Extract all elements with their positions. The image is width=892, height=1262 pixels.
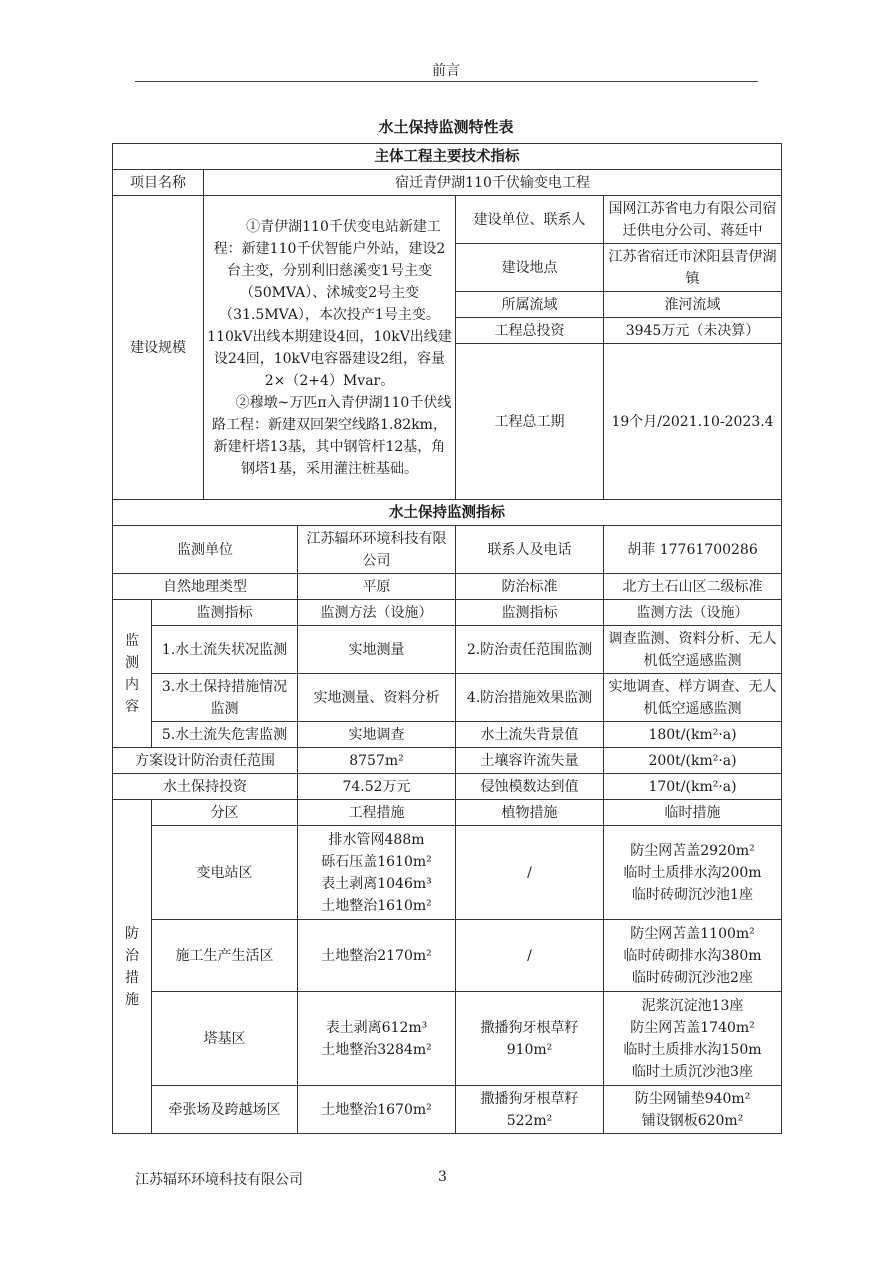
measures-header-row (113, 800, 782, 826)
scale-label: 建设规模 (113, 196, 204, 500)
footer-company: 江苏辐环环境科技有限公司 (135, 1172, 303, 1188)
area-value: 8757m² (298, 748, 456, 774)
erosion-value: 170t/(km²·a) (604, 774, 782, 800)
header-rule (135, 81, 758, 82)
zone-plant (456, 992, 604, 1086)
zone-eng: 土地整治1670m² (298, 1086, 456, 1134)
monitoring-spec-table (112, 143, 782, 1134)
tolerance-label: 土壤容许流失量 (456, 748, 604, 774)
vertical-char: 措 (125, 969, 139, 986)
zone-eng (298, 992, 456, 1086)
zone-name: 塔基区 (152, 992, 298, 1086)
builder-value: 国网江苏省电力有限公司宿迁供电分公司、蒋廷中 (604, 196, 782, 244)
measure-line: 临时砖砌沉沙池2座 (632, 969, 753, 986)
monitoring-row (113, 722, 782, 748)
zone-row (113, 1086, 782, 1134)
monitoring-row (113, 674, 782, 722)
geo-value: 平原 (298, 574, 456, 600)
measure-line: 防尘网苫盖2920m² (630, 842, 755, 859)
zone-temp (604, 992, 782, 1086)
contact-value: 胡菲 17761700286 (604, 526, 782, 574)
zone-temp (604, 1086, 782, 1134)
scale-row (113, 196, 782, 244)
section-heading-row (113, 144, 782, 170)
measure-line: 临时土质排水沟200m (623, 864, 762, 881)
monitoring-method: 实地测量 (298, 626, 456, 674)
project-name-row (113, 170, 782, 196)
measure-line: 防尘网铺垫940m² (634, 1090, 751, 1107)
measure-line: 土地整治1610m² (321, 897, 432, 914)
measure-line: 撒播狗牙根草籽 (480, 1019, 579, 1036)
measure-line: 临时土质排水沟150m (623, 1041, 762, 1058)
erosion-label: 侵蚀模数达到值 (456, 774, 604, 800)
measure-line: 临时砖砌排水沟380m (623, 947, 762, 964)
measure-line: 910m² (506, 1041, 553, 1058)
col-header-index-2: 监测指标 (456, 600, 604, 626)
monitoring-index: 5.水土流失危害监测 (152, 722, 298, 748)
measure-line: 砾石压盖1610m² (321, 853, 432, 870)
measure-line: 撒播狗牙根草籽 (480, 1090, 579, 1107)
page-number: 3 (438, 1169, 447, 1185)
unit-value: 江苏辐环环境科技有限公司 (298, 526, 456, 574)
geo-row (113, 574, 782, 600)
running-header: 前言 (432, 63, 460, 79)
col-header-index: 监测指标 (152, 600, 298, 626)
measure-line: 临时砖砌沉沙池1座 (632, 886, 753, 903)
vertical-char: 容 (125, 698, 139, 715)
measure-line: 排水管网488m (328, 831, 425, 848)
zone-name: 施工生产生活区 (152, 920, 298, 992)
monitoring-method: 实地调查 (298, 722, 456, 748)
unit-label: 监测单位 (113, 526, 298, 574)
monitoring-content-label (113, 600, 152, 748)
section-heading-main: 主体工程主要技术指标 (113, 144, 782, 170)
duration-label: 工程总工期 (456, 344, 604, 500)
measure-line: 522m² (506, 1112, 553, 1129)
geo-label: 自然地理类型 (113, 574, 298, 600)
location-value: 江苏省宿迁市沭阳县青伊湖镇 (604, 244, 782, 292)
background-value: 180t/(km²·a) (604, 722, 782, 748)
vertical-char: 监 (125, 632, 139, 649)
measure-line: 铺设钢板620m² (641, 1112, 744, 1129)
monitoring-index: 3.水土保持措施情况监测 (152, 674, 298, 722)
scale-description (204, 196, 456, 500)
col-header-plant: 植物措施 (456, 800, 604, 826)
duration-value: 19个月/2021.10-2023.4 (604, 344, 782, 500)
vertical-char: 治 (125, 947, 139, 964)
zone-plant: / (456, 920, 604, 992)
col-header-zone: 分区 (152, 800, 298, 826)
col-header-method: 监测方法（设施） (298, 600, 456, 626)
area-label: 方案设计防治责任范围 (113, 748, 298, 774)
measure-line: 防尘网苫盖1100m² (630, 925, 755, 942)
measures-label (113, 800, 152, 1134)
vertical-char: 测 (125, 654, 139, 671)
monitoring-row (113, 626, 782, 674)
tolerance-value: 200t/(km²·a) (604, 748, 782, 774)
monitoring-index: 4.防治措施效果监测 (456, 674, 604, 722)
zone-name: 变电站区 (152, 826, 298, 920)
responsibility-row (113, 748, 782, 774)
section-heading-monitoring: 水土保持监测指标 (113, 500, 782, 526)
zone-eng (298, 826, 456, 920)
monitoring-unit-row (113, 526, 782, 574)
zone-temp (604, 826, 782, 920)
zone-temp (604, 920, 782, 992)
project-name-value: 宿迁青伊湖110千伏输变电工程 (204, 170, 782, 196)
monitoring-method: 实地调查、样方调查、无人机低空遥感监测 (604, 674, 782, 722)
background-value-label: 水土流失背景值 (456, 722, 604, 748)
measure-line: 泥浆沉淀池13座 (641, 997, 744, 1014)
project-name-label: 项目名称 (113, 170, 204, 196)
zone-row (113, 920, 782, 992)
investment-value: 3945万元（未决算） (604, 318, 782, 344)
builder-label: 建设单位、联系人 (456, 196, 604, 244)
zone-plant (456, 1086, 604, 1134)
scale-paragraph-1: ①青伊湖110千伏变电站新建工程：新建110千伏智能户外站，建设2台主变，分别利旧慈溪变1号主变（50MVA）、沭城变2号主变（31.5MVA），本次投产1号主变。110kV出线本期建设4回，10kV出线建设24回，10kV电容器建设2组，容量2×（2+4）Mvar。 (207, 218, 452, 389)
basin-label: 所属流域 (456, 292, 604, 318)
vertical-char: 防 (125, 925, 139, 942)
standard-label: 防治标准 (456, 574, 604, 600)
measure-line: 防尘网苫盖1740m² (630, 1019, 755, 1036)
measure-line: 土地整治3284m² (321, 1041, 432, 1058)
monitoring-method: 调查监测、资料分析、无人机低空遥感监测 (604, 626, 782, 674)
measure-line: 临时土质沉沙池3座 (632, 1063, 753, 1080)
table-title: 水土保持监测特性表 (378, 118, 514, 136)
monitoring-index: 2.防治责任范围监测 (456, 626, 604, 674)
monitoring-index: 1.水土流失状况监测 (152, 626, 298, 674)
zone-plant: / (456, 826, 604, 920)
section-heading-row (113, 500, 782, 526)
sw-invest-label: 水土保持投资 (113, 774, 298, 800)
zone-row (113, 826, 782, 920)
col-header-temp: 临时措施 (604, 800, 782, 826)
zone-row (113, 992, 782, 1086)
investment-row (113, 774, 782, 800)
col-header-method-2: 监测方法（设施） (604, 600, 782, 626)
vertical-char: 内 (125, 676, 139, 693)
basin-value: 淮河流域 (604, 292, 782, 318)
zone-eng: 土地整治2170m² (298, 920, 456, 992)
monitoring-method: 实地测量、资料分析 (298, 674, 456, 722)
vertical-char: 施 (125, 991, 139, 1008)
measure-line: 表土剥离612m³ (325, 1019, 428, 1036)
contact-label: 联系人及电话 (456, 526, 604, 574)
sw-invest-value: 74.52万元 (298, 774, 456, 800)
investment-label: 工程总投资 (456, 318, 604, 344)
monitoring-header-row (113, 600, 782, 626)
standard-value: 北方土石山区二级标准 (604, 574, 782, 600)
scale-paragraph-2: ②穆墩~万匹π入青伊湖110千伏线路工程：新建双回架空线路1.82km，新建杆塔13基，其中钢管杆12基，角钢塔1基，采用灌注桩基础。 (212, 394, 452, 477)
location-label: 建设地点 (456, 244, 604, 292)
zone-name: 牵张场及跨越场区 (152, 1086, 298, 1134)
measure-line: 表土剥离1046m³ (321, 875, 432, 892)
col-header-eng: 工程措施 (298, 800, 456, 826)
